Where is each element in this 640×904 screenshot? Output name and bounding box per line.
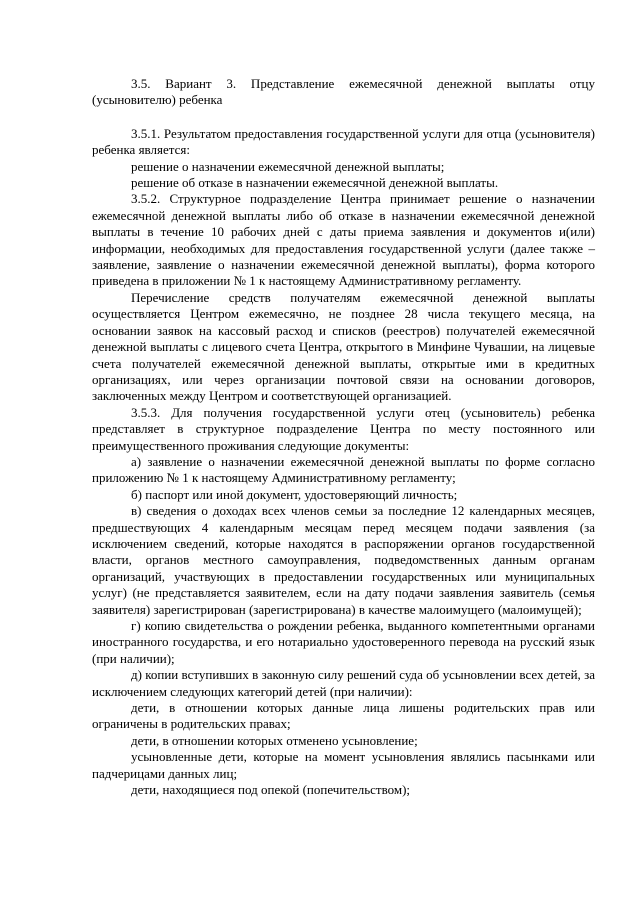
document-item-d: д) копии вступивших в законную силу решений суда об усыновлении всех детей, за исключением следующих категорий детей (при наличии): [92,667,595,699]
document-item-a: а) заявление о назначении ежемесячной денежной выплаты по форме согласно приложению № 1 к настоящему Административному регламенту; [92,453,595,486]
paragraph-3-5-1: 3.5.1. Результатом предоставления государственной услуги для отца (усыновителя) ребенка является: [92,125,595,158]
paragraph-spacer [92,109,595,126]
section-heading: 3.5. Вариант 3. Представление ежемесячной денежной выплаты отцу (усыновителю) ребенка [92,76,595,108]
result-item-decision-grant: решение о назначении ежемесячной денежной выплаты; [131,158,445,174]
result-item-decision-refusal: решение об отказе в назначении ежемесячной денежной выплаты. [131,175,499,191]
exception-item-adoption-cancelled: дети, в отношении которых отменено усыновление; [131,732,418,748]
paragraph-payment-transfer: Перечисление средств получателям ежемесячной денежной выплаты осуществляется Центром ежемесячно, не позднее 28 числа текущего месяца, на основании заявок на кассовый расход и списков (реестров) получателей ежемесячной денежной выплаты с лицевого счета Центра, открытого в Минфине Чувашии, на лицевые счета получателей ежемесячной денежной выплаты, открытые ими в кредитных организациях, или через организации почтовой связи на основании договоров, заключенных между Центром и соответствующей организацией. [92,289,595,404]
document-item-v: в) сведения о доходах всех членов семьи за последние 12 календарных месяцев, предшествующих 4 календарным месяцам перед месяцем подачи заявления (за исключением сведений, которые находятся в распоряжении органов государственной власти, органов местного самоуправления, подведомственных данным органам организаций, участвующих в предоставлении государственных или муниципальных услуг) (не представляется заявителем, если на дату подачи заявления заявитель (семья заявителя) зарегистрирован (зарегистрирована) в качестве малоимущего (малоимущей); [92,503,595,617]
exception-item-guardianship: дети, находящиеся под опекой (попечительством); [131,782,411,798]
document-body [92,76,595,798]
document-item-b: б) паспорт или иной документ, удостоверяющий личность; [131,486,458,502]
paragraph-3-5-3: 3.5.3. Для получения государственной услуги отец (усыновитель) ребенка представляет в структурное подразделение Центра по месту постоянного или преимущественного проживания следующие документы: [92,404,595,453]
exception-item-stepchildren: усыновленные дети, которые на момент усыновления являлись пасынками или падчерицами данных лиц; [92,749,595,781]
document-item-g: г) копию свидетельства о рождении ребенка, выданного компетентными органами иностранного государства, и его нотариально удостоверенного перевода на русский язык (при наличии); [92,618,595,666]
paragraph-3-5-2: 3.5.2. Структурное подразделение Центра принимает решение о назначении ежемесячной денежной выплаты либо об отказе в назначении ежемесячной денежной выплаты в течение 10 рабочих дней с даты приема заявления и документов и(или) информации, необходимых для предоставления государственной услуги (далее также – заявление, заявление о назначении ежемесячной денежной выплаты), форма которого приведена в приложении № 1 к настоящему Административному регламенту. [92,191,595,289]
exception-item-deprived-rights: дети, в отношении которых данные лица лишены родительских прав или ограничены в родительских правах; [92,700,595,732]
